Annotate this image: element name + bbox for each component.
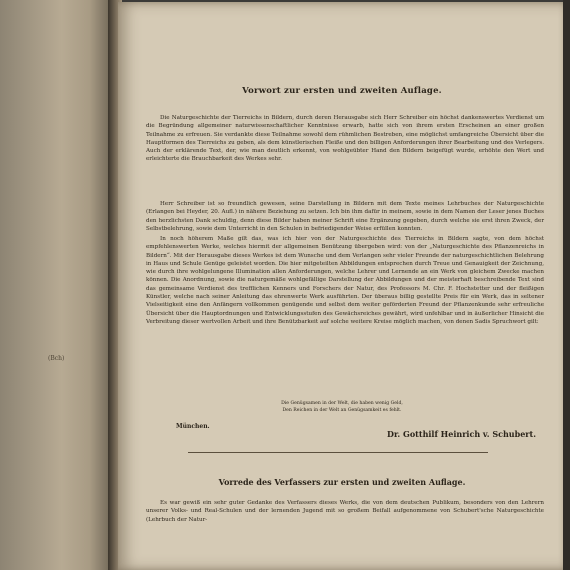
preface-heading: Vorwort zur ersten und zweiten Auflage. <box>242 86 442 96</box>
right-page <box>118 2 566 570</box>
city-line: München. <box>176 423 210 430</box>
paragraph-3: In noch höherem Maße gilt das, was ich hier von der Naturgeschichte des Tierreichs in Bildern sagte, von dem höchst empfehlenswerten Werke, welches hiermit der allgemeinen Benützung übergeben wird: von der „Naturgeschichte des Pflanzenreichs in Bildern“. Mit der Herausgabe dieses Werkes ist dem Wunsche und dem Verlangen sehr vieler Freunde der naturgeschichtlichen Belehrung in Haus und Schule Genüge geleistet worden. Die hier mitgeteilten Abbildungen entsprechen durch Treue und Genauigkeit der Zeichnung, wie durch ihre wohlgelungene Illumination allen Anforderungen, welche Lehrer und Lernende an ein Werk von gleichem Zwecke machen können. Die Anordnung, sowie die naturgemäße wohlgefällige Darstellung der Abbildungen und der meisterhaft beschreibende Text sind das gemeinsame Verdienst des trefflichen Kenners und Forschers der Natur, des Professors M. Chr. F. Hochstetter und der fleißigen Künstler, welche nach seiner Anleitung das ehrenwerte Werk ausführten. Der überaus billig gestellte Preis für ein Werk, das in seltener Vielseitigkeit eine den Anfängern vollkommen genügende und selbst dem weiter geförderten Freund der Pflanzenkunde sehr erfreuliche Übersicht über die Hauptordnungen und Entwicklungsstufen des Gewächsreiches gewährt, wird unfehlbar und in äußerlicher Hinsicht die Verbreitung dieser wertvollen Arbeit und ihre Benützbarkeit auf solche weitere Kreise möglich machen, von denen Sadis Spruchwort gilt: <box>146 236 544 325</box>
left-page-note: (Bch) <box>48 355 65 362</box>
author-preface-heading: Vorrede des Verfassers zur ersten und zweiten Auflage. <box>218 477 466 487</box>
section-divider <box>188 452 488 453</box>
paragraph-1: Die Naturgeschichte der Tierreichs in Bildern, durch deren Herausgabe sich Herr Schreiber ein höchst dankenswertes Verdienst um die Begründung allgemeiner naturwissenschaftlicher Kenntnisse erwarb, hatte sich von ihrem ersten Erscheinen an einer großen Teilnahme zu erfreuen. Sie verdankte diese Teilnahme sowohl dem rühmlichen Bestreben, eine möglichst umfangreiche Übersicht über die Hauptformen des Tierreichs zu geben, als dem künstlerischen Fleiße und den billigen Anforderungen ihrer Bearbeitung und des Verlegers. Auch der erklärende Text, der, wie man deutlich erkennt, von wohlgeübter Hand den Bildern beigefügt wurde, erhöhte den Wert und erleichterte die Brauchbarkeit des Werkes sehr. <box>146 115 544 163</box>
left-page <box>0 0 112 570</box>
page-edge-shadow <box>563 0 570 570</box>
paragraph-2: Herr Schreiber ist so freundlich gewesen, seine Darstellung in Bildern mit dem Texte meines Lehrbuches der Naturgeschichte (Erlangen bei Heyder, 20. Aufl.) in nähere Beziehung zu setzen. Ich bin ihm dafür in meinem, sowie in dem Namen der Leser jenes Buches den herzlichsten Dank schuldig, denn diese Bilder haben meiner Schrift eine Ergänzung gegeben, durch welche sie erst ihren Zweck, der Selbstbelehrung, sowie dem Unterricht in den Schulen in befriedigender Weise erfüllen konnten. <box>146 201 544 232</box>
quotation-verse <box>118 400 566 414</box>
signature: Dr. Gotthilf Heinrich v. Schubert. <box>387 429 536 439</box>
verse-line: Die Genügsamen in der Welt, die haben wenig Geld, <box>281 401 403 406</box>
verse-line: Den Reichen in der Welt an Genügsamkeit es fehlt. <box>282 408 402 413</box>
paragraph-4: Es war gewiß ein sehr guter Gedanke des Verfassers dieses Werks, die von dem deutschen Publikum, besonders von den Lehrern unserer Volks- und Real-Schulen und der lernenden Jugend mit so großem Beifall aufgenommene von Schubert'sche Naturgeschichte (Lehrbuch der Natur- <box>146 500 544 523</box>
